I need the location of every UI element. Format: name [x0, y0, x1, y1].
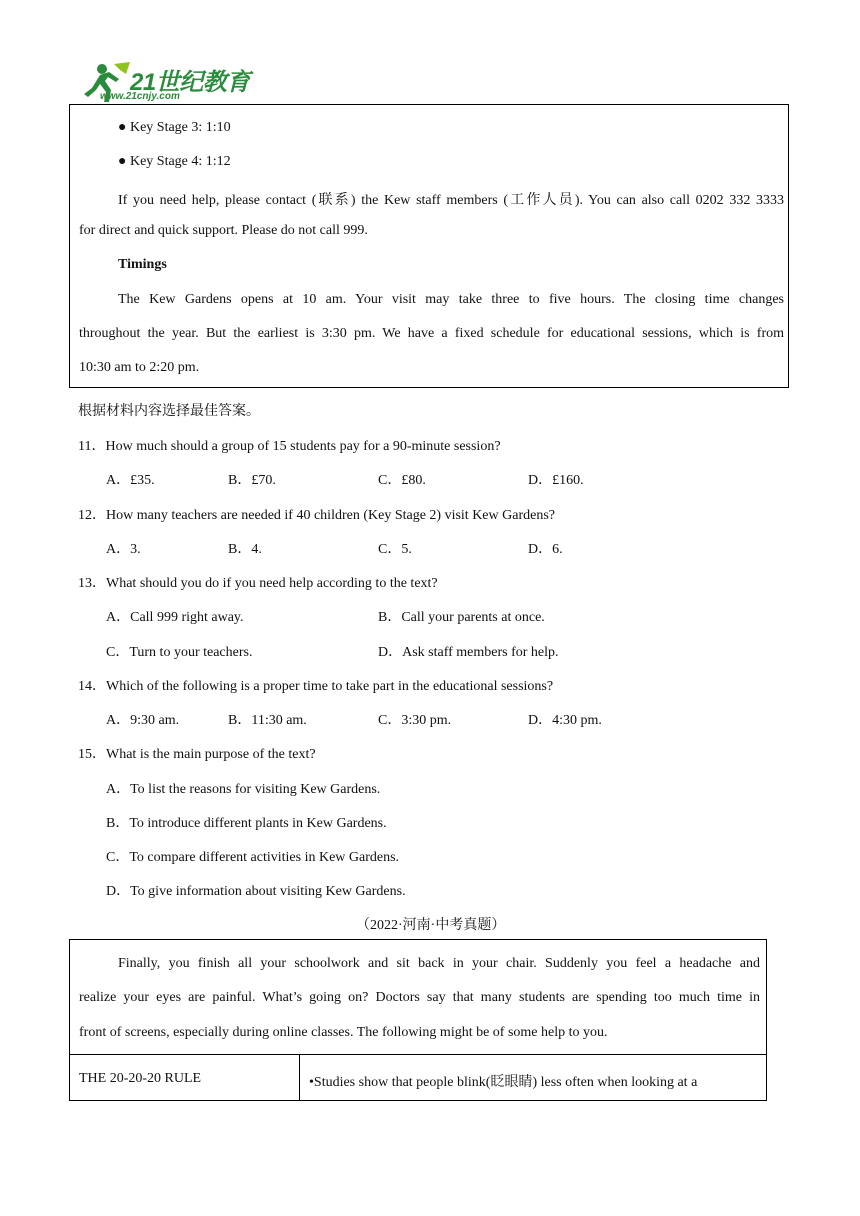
passage-box-eyes	[69, 939, 767, 1101]
question-12-option-d[interactable]: D．6.	[528, 542, 563, 557]
logo-brand-text: 21世纪教育	[130, 69, 250, 96]
logo-url-text: www.21cnjy.com	[100, 91, 180, 102]
question-14-option-d[interactable]: D．4:30 pm.	[528, 713, 602, 728]
question-14-stem: 14．Which of the following is a proper time to take part in the educational sessions?	[78, 679, 554, 694]
instruction-text: 根据材料内容选择最佳答案。	[78, 404, 260, 419]
question-14-option-b[interactable]: B．11:30 am.	[228, 713, 307, 728]
help-paragraph-line-1: If you need help, please contact (联系) the Kew staff members (工作人员). You can also call 0202 332 3333	[118, 193, 784, 208]
question-12-option-a[interactable]: A．3.	[106, 542, 141, 557]
question-11-option-d[interactable]: D．£160.	[528, 473, 584, 488]
question-12-stem: 12．How many teachers are needed if 40 children (Key Stage 2) visit Kew Gardens?	[78, 508, 555, 523]
question-11-stem: 11．How much should a group of 15 students pay for a 90-minute session?	[78, 439, 501, 454]
table-column-divider	[299, 1054, 300, 1100]
question-14-option-c[interactable]: C．3:30 pm.	[378, 713, 452, 728]
timings-paragraph-line-3: 10:30 am to 2:20 pm.	[79, 360, 200, 375]
timings-heading: Timings	[118, 257, 167, 272]
table-cell-rule-description: •Studies show that people blink(眨眼睛) less often when looking at a	[309, 1075, 698, 1090]
passage2-line-3: front of screens, especially during online classes. The following might be of some help to you.	[79, 1025, 608, 1040]
passage2-line-1: Finally, you finish all your schoolwork and sit back in your chair. Suddenly you feel a headache and	[118, 956, 760, 971]
question-15-option-a[interactable]: A．To list the reasons for visiting Kew Gardens.	[106, 782, 381, 797]
question-15-option-b[interactable]: B．To introduce different plants in Kew Gardens.	[106, 816, 387, 831]
key-stage-3-item: ● Key Stage 3: 1:10	[118, 120, 231, 135]
question-11-option-a[interactable]: A．£35.	[106, 473, 155, 488]
question-15-stem: 15．What is the main purpose of the text?	[78, 747, 316, 762]
passage-box-kew	[69, 104, 789, 388]
question-12-option-b[interactable]: B．4.	[228, 542, 262, 557]
question-13-stem: 13．What should you do if you need help according to the text?	[78, 576, 438, 591]
source-caption: （2022·河南·中考真题）	[356, 918, 506, 933]
question-13-option-a[interactable]: A．Call 999 right away.	[106, 610, 244, 625]
question-15-option-d[interactable]: D．To give information about visiting Kew Gardens.	[106, 884, 406, 899]
question-13-option-c[interactable]: C．Turn to your teachers.	[106, 645, 253, 660]
question-12-option-c[interactable]: C．5.	[378, 542, 412, 557]
question-13-option-d[interactable]: D．Ask staff members for help.	[378, 645, 559, 660]
key-stage-4-item: ● Key Stage 4: 1:12	[118, 154, 231, 169]
question-11-option-b[interactable]: B．£70.	[228, 473, 276, 488]
table-row-divider	[70, 1054, 766, 1055]
passage2-line-2: realize your eyes are painful. What’s going on? Doctors say that many students are spending too much time in	[79, 990, 760, 1005]
question-14-option-a[interactable]: A．9:30 am.	[106, 713, 180, 728]
site-logo	[80, 60, 250, 104]
timings-paragraph-line-2: throughout the year. But the earliest is 3:30 pm. We have a fixed schedule for educational sessions, which is from	[79, 326, 784, 341]
question-15-option-c[interactable]: C．To compare different activities in Kew Gardens.	[106, 850, 400, 865]
question-13-option-b[interactable]: B．Call your parents at once.	[378, 610, 545, 625]
table-cell-rule-title: THE 20-20-20 RULE	[79, 1071, 202, 1086]
question-11-option-c[interactable]: C．£80.	[378, 473, 426, 488]
timings-paragraph-line-1: The Kew Gardens opens at 10 am. Your visit may take three to five hours. The closing time changes	[118, 292, 784, 307]
help-paragraph-line-2: for direct and quick support. Please do not call 999.	[79, 223, 368, 238]
